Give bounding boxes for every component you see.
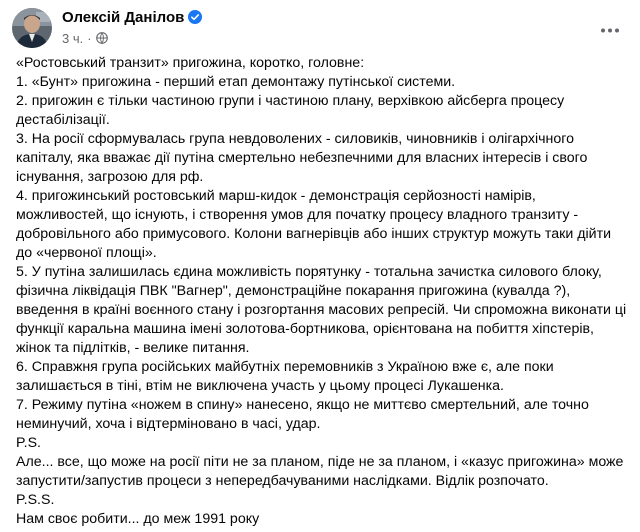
author-name-text: Олексій Данілов [62, 9, 185, 26]
post-pss-text: Нам своє робити... до меж 1991 року [16, 511, 260, 527]
post-paragraph-7: 7. Режиму путіна «ножем в спину» нанесено, якщо не миттєво смертельний, але точно неминучий, хоча і відтерміновано в часі, удар. [16, 397, 589, 432]
post-paragraph-4: 4. пригожинський ростовський марш-кидок - демонстрація серйозності намірів, можливостей, що існують, і створення умов для початку процесу владного транзиту - добровільного або примусового. Колони вагнерівців або інших структур можуть таки дійти до «червоної площі». [16, 188, 612, 261]
globe-icon[interactable] [96, 32, 108, 44]
post-paragraph-6: 6. Справжня група російських майбутніх перемовників з Україною вже є, але поки залишається в тіні, втім не виключена участь у цьому процесі Лукашенка. [16, 359, 554, 394]
post-meta [62, 30, 108, 46]
author-name[interactable] [62, 9, 202, 26]
verified-badge-icon [188, 10, 202, 24]
post-paragraph-2: 2. пригожин є тільки частиною групи і частиною плану, верхівкою айсберга процесу дестабілізації. [16, 93, 565, 128]
avatar-image [12, 8, 52, 48]
post-ps-text: Але... все, що може на росії піти не за планом, піде не за планом, і «казус пригожина» може запустити/запустив процеси з непередбачуваними наслідками. Відлік розпочато. [16, 454, 624, 489]
meta-separator: · [87, 31, 92, 47]
post-paragraph-1: 1. «Бунт» пригожина - перший етап демонтажу путінської системи. [16, 74, 456, 90]
post-paragraph-5: 5. У путіна залишилась єдина можливість порятунку - тотальна зачистка силового блоку, фізична ліквідація ПВК "Вагнер", демонстраційне покарання пригожина (кувалда ?), введення в країні воєнного стану і розгортання масових репресій. Чи спроможна виконати ці функції каральна машина імені золотова-бортникова, орієнтована на побиття хіпстерів, жінок та підлітків, - велике питання. [16, 264, 627, 356]
more-options-button[interactable] [592, 12, 628, 48]
post-ps-label: P.S. [16, 435, 41, 451]
post-body [16, 54, 628, 529]
author-avatar[interactable] [12, 8, 52, 48]
post-header [12, 8, 628, 48]
post-time[interactable]: 3 ч. [62, 31, 84, 47]
post-paragraph-intro: «Ростовський транзит» пригожина, коротко, головне: [16, 55, 365, 71]
post-pss-label: P.S.S. [16, 492, 55, 508]
more-options-icon [600, 28, 620, 33]
post-paragraph-3: 3. На росії сформувалась група невдоволених - силовиків, чиновників і олігархічного капіталу, яка вважає дії путіна смертельно небезпечними для власних інтересів і свого існування, загрозою для рф. [16, 131, 588, 185]
